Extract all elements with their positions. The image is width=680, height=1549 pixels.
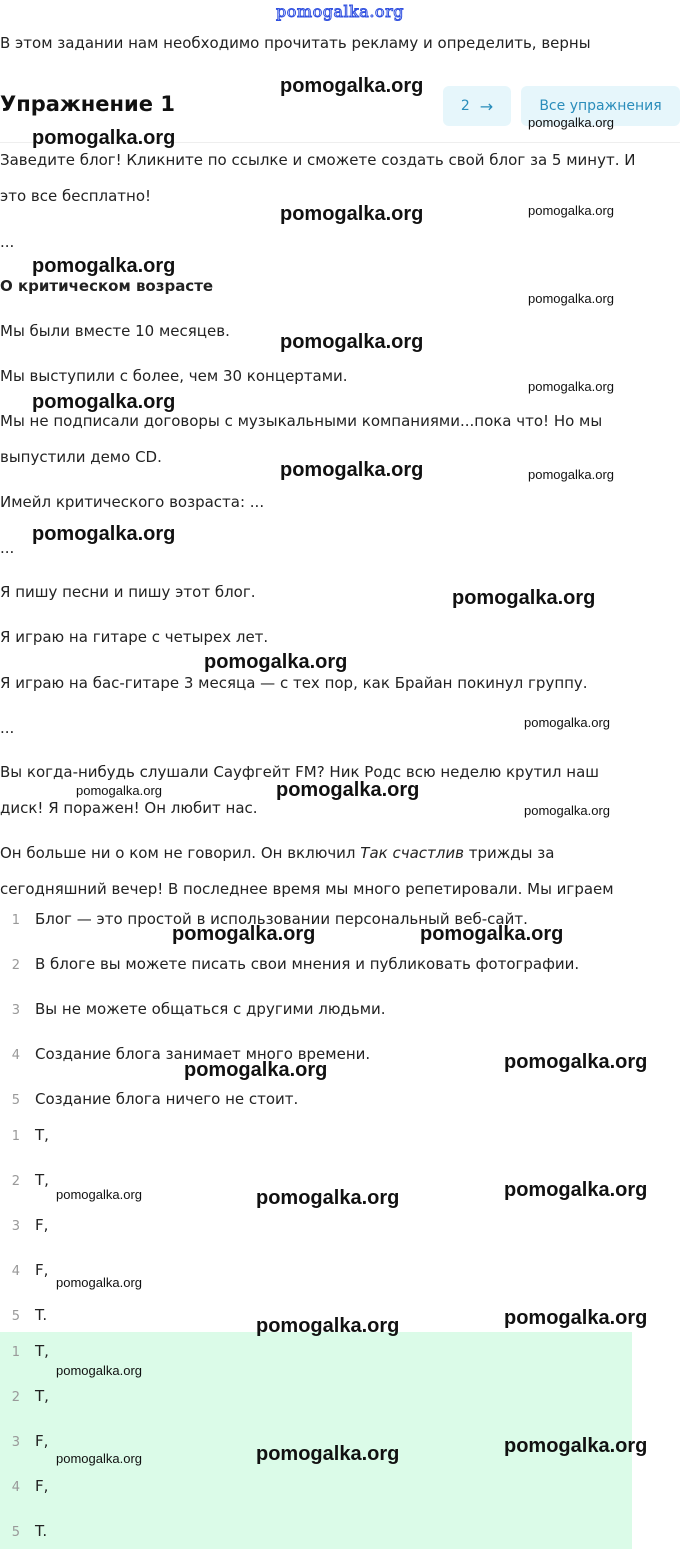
- text-line: сегодняшний вечер! В последнее время мы много репетировали. Мы играем: [0, 880, 614, 898]
- next-exercise-button[interactable]: [443, 86, 511, 126]
- text-line: Заведите блог! Кликните по ссылке и сможете создать свой блог за 5 минут. И: [0, 151, 636, 169]
- answer-text: T,: [35, 1171, 49, 1189]
- answer-item: [0, 1341, 49, 1363]
- watermark: pomogalka.org: [276, 779, 420, 801]
- item-number: 2: [11, 1174, 20, 1189]
- watermark: pomogalka.org: [528, 467, 614, 482]
- watermark: pomogalka.org: [524, 803, 610, 818]
- item-number: 1: [11, 1345, 20, 1360]
- answer-item: [0, 1170, 49, 1192]
- text-line: Я пишу песни и пишу этот блог.: [0, 583, 256, 601]
- answer-text: F,: [35, 1432, 49, 1450]
- watermark: pomogalka.org: [280, 203, 424, 225]
- answer-text: T,: [35, 1342, 49, 1360]
- item-number: 3: [11, 1435, 20, 1450]
- text-line: [0, 843, 554, 863]
- item-number: 5: [11, 1093, 20, 1108]
- next-exercise-number: 2: [460, 98, 470, 114]
- text-line: Мы были вместе 10 месяцев.: [0, 322, 230, 340]
- answer-item: [0, 1260, 48, 1282]
- answer-text: T,: [35, 1126, 49, 1144]
- exercise-title: Упражнение 1: [0, 92, 175, 116]
- watermark: pomogalka.org: [56, 1275, 142, 1290]
- watermark: pomogalka.org: [504, 1435, 648, 1457]
- answer-item: [0, 1305, 47, 1327]
- text-line: Я играю на гитаре с четырех лет.: [0, 628, 269, 646]
- item-number: 4: [11, 1048, 20, 1063]
- answer-text: T,: [35, 1387, 49, 1405]
- watermark: pomogalka.org: [76, 783, 162, 798]
- item-number: 2: [11, 1390, 20, 1405]
- text-part: трижды за: [463, 844, 555, 862]
- song-title: Так счастлив: [360, 844, 464, 862]
- watermark: pomogalka.org: [504, 1307, 648, 1329]
- watermark: pomogalka.org: [256, 1443, 400, 1465]
- watermark: pomogalka.org: [528, 291, 614, 306]
- item-number: 3: [11, 1219, 20, 1234]
- watermark: pomogalka.org: [56, 1451, 142, 1466]
- item-number: 4: [11, 1264, 20, 1279]
- text-line: Мы не подписали договоры с музыкальными компаниями...пока что! Но мы: [0, 412, 603, 430]
- answer-text: T.: [35, 1522, 48, 1540]
- answer-item: [0, 1386, 49, 1408]
- answer-item: [0, 1215, 48, 1237]
- text-part: Он больше ни о ком не говорил. Он включил: [0, 844, 361, 862]
- answer-item: [0, 1125, 49, 1147]
- watermark: pomogalka.org: [280, 459, 424, 481]
- arrow-right-icon: →: [479, 96, 494, 116]
- text-line: диск! Я поражен! Он любит нас.: [0, 799, 258, 817]
- watermark: pomogalka.org: [32, 255, 176, 277]
- answer-text: F,: [35, 1477, 49, 1495]
- watermark: pomogalka.org: [184, 1059, 328, 1081]
- item-number: 1: [11, 913, 20, 928]
- watermark: pomogalka.org: [204, 651, 348, 673]
- item-number: 4: [11, 1480, 20, 1495]
- answer-item: [0, 1521, 47, 1543]
- watermark: pomogalka.org: [280, 75, 424, 97]
- answer-text: F,: [35, 1261, 49, 1279]
- watermark: pomogalka.org: [524, 715, 610, 730]
- watermark: pomogalka.org: [256, 1315, 400, 1337]
- item-number: 5: [11, 1309, 20, 1324]
- item-number: 1: [11, 1129, 20, 1144]
- watermark: pomogalka.org: [172, 923, 316, 945]
- text-line: Мы выступили с более, чем 30 концертами.: [0, 367, 348, 385]
- list-item: [0, 954, 579, 976]
- text-line: выпустили демо CD.: [0, 448, 162, 466]
- site-logo[interactable]: pomogalka.org: [276, 2, 404, 21]
- item-text: В блоге вы можете писать свои мнения и публиковать фотографии.: [35, 955, 580, 973]
- all-exercises-button[interactable]: Все упражнения: [521, 86, 680, 126]
- answer-item: [0, 1431, 48, 1453]
- item-number: 5: [11, 1525, 20, 1540]
- item-number: 3: [11, 1003, 20, 1018]
- intro-text: В этом задании нам необходимо прочитать рекламу и определить, верны: [0, 34, 591, 52]
- watermark: pomogalka.org: [56, 1363, 142, 1378]
- ellipsis: ...: [0, 719, 15, 737]
- answer-text: F,: [35, 1216, 49, 1234]
- watermark: pomogalka.org: [32, 391, 176, 413]
- watermark: pomogalka.org: [32, 127, 176, 149]
- list-item: [0, 1089, 298, 1111]
- watermark: pomogalka.org: [420, 923, 564, 945]
- item-number: 2: [11, 958, 20, 973]
- watermark: pomogalka.org: [528, 379, 614, 394]
- watermark: pomogalka.org: [32, 523, 176, 545]
- watermark: pomogalka.org: [452, 587, 596, 609]
- list-item: [0, 999, 386, 1021]
- text-line: это все бесплатно!: [0, 187, 152, 205]
- ellipsis: ...: [0, 233, 15, 251]
- watermark: pomogalka.org: [528, 115, 614, 130]
- text-line: Имейл критического возраста: ...: [0, 493, 265, 511]
- text-line: Я играю на бас-гитаре 3 месяца — с тех пор, как Брайан покинул группу.: [0, 674, 588, 692]
- watermark: pomogalka.org: [56, 1187, 142, 1202]
- watermark: pomogalka.org: [504, 1051, 648, 1073]
- watermark: pomogalka.org: [528, 203, 614, 218]
- text-line: Вы когда-нибудь слушали Сауфгейт FM? Ник Родс всю неделю крутил наш: [0, 763, 600, 781]
- item-text: Блог — это простой в использовании персональный веб-сайт.: [35, 910, 528, 928]
- item-text: Вы не можете общаться с другими людьми.: [35, 1000, 386, 1018]
- watermark: pomogalka.org: [256, 1187, 400, 1209]
- watermark: pomogalka.org: [504, 1179, 648, 1201]
- answer-item: [0, 1476, 48, 1498]
- ellipsis: ...: [0, 539, 15, 557]
- item-text: Создание блога занимает много времени.: [35, 1045, 371, 1063]
- watermark: pomogalka.org: [280, 331, 424, 353]
- item-text: Создание блога ничего не стоит.: [35, 1090, 299, 1108]
- blog-heading: О критическом возрасте: [0, 277, 214, 295]
- answer-text: T.: [35, 1306, 48, 1324]
